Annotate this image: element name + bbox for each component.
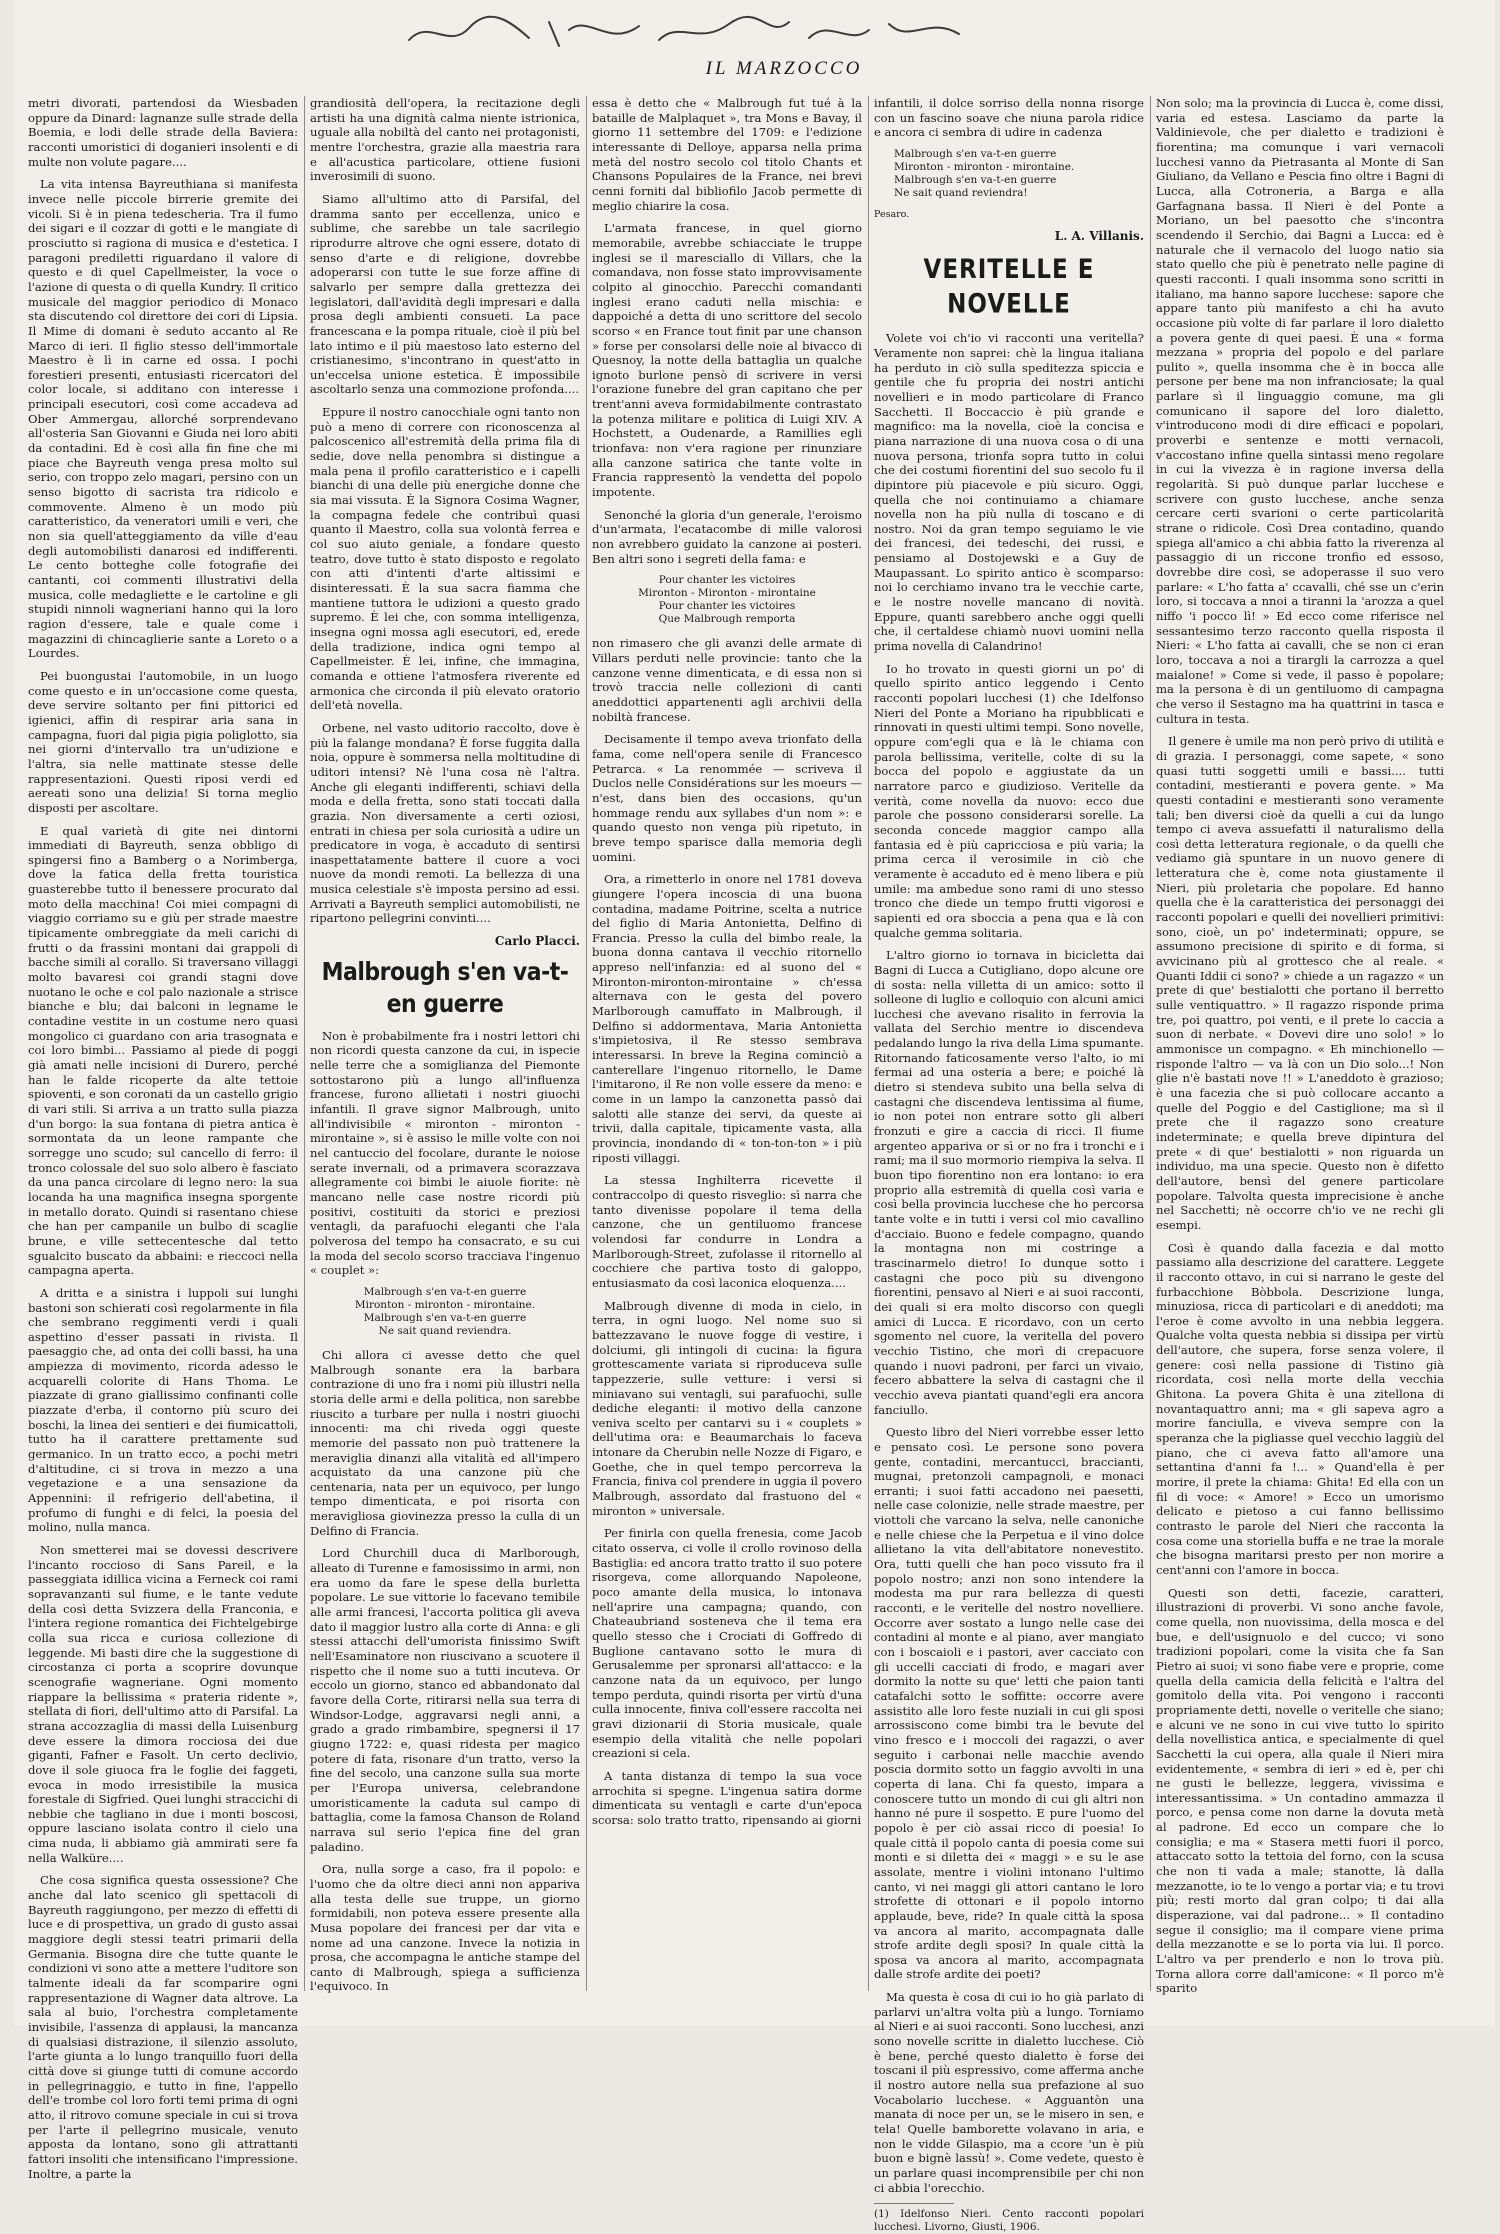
paragraph: metri divorati, partendosi da Wiesbaden oppure da Dinard: lagnanze sulle strade della Boemia, e lodi delle strade della Baviera: racconti umoristici di doganieri insolenti e di multe non volute pagare.... [28,96,298,169]
newspaper-page [14,0,1494,2234]
paragraph: La vita intensa Bayreuthiana si manifesta invece nelle piccole birrerie gremite dei vicoli. Si è in piena tedescheria. Tra il fumo dei sigari e il cozzar di gotti e le mangiate di prosciutto si ragiona di musica e d'estetica. I paragoni prediletti riguardano il valore di questo e di quel Capellmeister, la voce o l'azione di questa o di quella Kundry. Il critico musicale del maggior periodico di Monaco sta discutendo col direttore dei cori di Lipsia. Il Mime di domani è seduto accanto al Re Marco di ieri. Il figlio stesso dell'immortale Maestro è lì in carne ed ossa. I pochi forestieri presenti, entusiasti ricercatori del color locale, si additano con interesse i principali esecutori, così come accadeva ad Ober Ammergau, allorché sorprendevano all'osteria San Giovanni e Giuda nei loro abiti da contadini. Ed è così alla fin fine che mi piace che Bayreuth venga presa molto sul serio, con troppo zelo magari, persino con un senso bigotto di sacrista tra ridicolo e commovente. Almeno è un modo più caratteristico, da veneratori umili e veri, che non sia quell'atteggiamento da ville d'eau degli automobilisti danarosi ed indifferenti. Le cento botteghe colle fotografie dei cantanti, coi commenti illustrativi della musica, colle medagliette e le cartoline e gli stupidi ninnoli wagneriani hanno qui la loro ragion d'essere, tale e quale come i magazzini di chincaglierie sante a Loreto o a Lourdes. [28,177,298,661]
paragraph: L'armata francese, in quel giorno memorabile, avrebbe schiacciate le truppe inglesi se il maresciallo di Villars, che la comandava, non fosse stato improvvisamente colpito al ginocchio. Parecchi comandanti inglesi erano caduti nella mischia: e dappoiché a detta di uno scrittore del secolo scorso « en France tout finit par une chanson » forse per consolarsi delle noie al bivacco di Quesnoy, la notte della battaglia un qualche ignoto burlone pensò di scrivere in versi l'orazione funebre del gran capitano che per trent'anni aveva formidabilmente contrastato la potenza militare e politica di Luigi XIV. A Hochstett, a Oudenarde, a Ramillies egli trionfava: non v'era ragione per rinunziare alla canzone satirica che tante volte in Francia rappresentò la vendetta del popolo impotente. [592,221,862,500]
column-divider [1150,96,1151,1991]
masthead: IL MARZOCCO [705,58,863,79]
paragraph: Malbrough divenne di moda in cielo, in terra, in ogni luogo. Nel nome suo si battezzavano le nuove fogge di vestire, i dolciumi, gli intingoli di cucina: la figura grottescamente variata si riproduceva sulle tappezzerie, sulle vetture: i versi si miniavano sui ventagli, sui parafuochi, sulle dediche eleganti: il motivo della canzone veniva scelto per cantarvi su i « couplets » dell'utima ora: e Beaumarchais lo faceva intonare da Cherubin nelle Nozze di Figaro, e Goethe, che in quel tempo percorreva la Francia, finiva col prendere in uggia il povero Malbrough, assordato dal frastuono del « mironton » universale. [592,1298,862,1518]
verse-line: Malbrough s'en va-t-en guerre [363,1311,527,1324]
verse-line: Mironton - Mironton - mirontaine [638,587,816,600]
paragraph: Eppure il nostro canocchiale ogni tanto non può a meno di correre con riconoscenza al palcoscenico all'estremità della prima fila di sedie, dove nella penombra si distingue a mala pena il profilo caratteristico e i capelli bianchi di una delle più energiche donne che sia mai vissuta. È la Signora Cosima Wagner, la compagna fedele che contribuì quasi quanto il Maestro, colla sua volontà ferrea e col suo aiuto geniale, a fondare questo teatro, dove tutto è stato disposto e regolato con atti d'intenti d'arte altissimi e disinteressati. È la sua sacra fiamma che mantiene tuttora le udizioni a questo grado supremo. È lei che, con somma intelligenza, insegna ogni mossa agli esecutori, ed, erede della tradizione, indica ogni tempo al Capellmeister. È lei, infine, che immagina, comanda e ottiene l'atmosfera riverente ed armonica che circonda il più elevato oratorio dell'età novella. [310,405,580,713]
handwritten-scrawl [399,10,979,58]
verse-line: Malbrough s'en va-t-en guerre [894,147,1057,160]
footnote: (1) Idelfonso Nieri. Cento racconti popolari lucchesi. Livorno, Giusti, 1906. [874,2208,1144,2234]
page-header [14,0,1494,86]
column-5 [1156,96,1444,1996]
column-2 [310,96,580,1996]
footnote-rule [874,2203,954,2204]
paragraph: Non smetterei mai se dovessi descrivere l'incanto roccioso di Sans Pareil, e la passeggiata idillica vicina a Ferneck coi rami sopravanzanti sul fiume, e le tante vedute della così detta Svizzera della Franconia, e l'intera regione romantica dei Fichtelgebirge colla sua ricca e curiosa collezione di leggende. Mi basti dire che la suggestione di circostanza ci porta a scoprire dovunque scenografie wagneriane. Ogni momento riappare la bellissima « prateria ridente », stellata di fiori, dell'ultimo atto di Parsifal. La strana accozzaglia di massi della Luisenburg deve essere la dimora rocciosa dei due giganti, Fafner e Fasolt. Un certo declivio, dove il sole giuoca fra le foglie dei faggeti, evoca in modo irresistibile la musica forestale di Sigfried. Quei lunghi straccichi di nebbie che tagliano in due i monti boscosi, oppure lasciano isolata contro il cielo una cima nuda, li abbiamo già ammirati sere fa nella Walküre.... [28,1543,298,1865]
paragraph: A dritta e a sinistra i luppoli sui lunghi bastoni son schierati così regolarmente in fila che sembrano reggimenti verdi i quali aspettino d'esser passati in rivista. Il paesaggio che, ad onta dei colli bassi, ha una ampiezza di movimento, ricorda adesso le acquarelli colorite di Hans Thoma. Le piazzate di grano giallissimo confinanti colle piazzate d'erba, il contorno più scuro dei boschi, la linea dei sentieri e dei fiumicattoli, tutto ha il carattere prettamente sud germanico. In un tratto ecco, a pochi metri d'altitudine, ci si trova in mezzo a una vegetazione e a una sensazione da Appennini: il refrigerio dell'abetina, il profumo di funghi e di felci, la poesia del molino, nulla manca. [28,1285,298,1535]
paragraph: A tanta distanza di tempo la sua voce arrochita si spegne. L'ingenua satira dorme dimenticata su ventagli e carte d'un'epoca scorsa: solo tratto tratto, ripensando ai giorni [592,1768,862,1827]
paragraph: Non è probabilmente fra i nostri lettori chi non ricordi questa canzone da cui, in ispecie nelle terre che a somiglianza del Piemonte sottostarono più a lungo all'influenza francese, furono allietati i nostri giuochi infantili. Il grave signor Malbrough, unito all'indivisibile « mironton - mironton - mirontaine », si è assiso le mille volte con noi nel cantuccio del focolare, durante le noiose serate invernali, od a primavera scorazzava allegramente coi bimbi le aiuole fiorite: nè mancano nelle case nostre ricordi più positivi, costituiti da storici e preziosi ventagli, da parafuochi eleganti che l'ala polverosa del tempo ha consacrato, e su cui la moda del secolo scorso tracciava l'ingenuo « couplet »: [310,1028,580,1278]
paragraph: Questi son detti, facezie, caratteri, illustrazioni di proverbi. Vi sono anche favole, come quella, non nuovissima, della mosca e del bue, e dell'usignuolo e del cucco; vi sono tradizioni popolari, come la visita che fa San Pietro ai suoi; vi sono fiabe vere e proprie, come quella della camicia della felicità e l'altra del gomitolo della vita. Poi vengono i racconti propriamente detti, novelle o veritelle che siano; e alcuni ve ne sono in cui vive tutto lo spirito della novellistica antica, e specialmente di quel Sacchetti la cui opera, alla quale il Nieri mira evidentemente, « sembra di ieri » ed è, per chi ne gusti le bellezze, leggera, vivissima e interessantissima. » Un contadino ammazza il porco, e pensa come non darne la dovuta metà al padrone. Ed ecco un compare che lo consiglia; e ma « Stasera metti fuori il porco, attaccato sotto la tettoia del forno, con la scusa che non ti vada a male; stanotte, là dalla mezzanotte, io te lo vengo a portar via; e tu trovi più; resti morto dal gran colpo; ti dai alla disperazione, vai dal padrone... » Il contadino segue il consiglio; ma il compare viene prima della mezzanotte e se lo porta via lui. Il porco. L'altro va per prenderlo e non lo trova più. Torna allora corre dall'amicone: « Il porco m'è sparito [1156,1585,1444,1996]
paragraph: Ora, a rimetterlo in onore nel 1781 doveva giungere l'opera incosciа di una buona contadina, madame Poitrine, scelta a nutrice del figlio di Maria Antonietta, Delfino di Francia. Presso la culla del bimbo reale, la buona donna cantava il vecchio ritornello appreso nell'infanzia: ed al suono del « Mironton-mironton-mirontaine » ch'essa alternava con le gesta del povero Marlborough camuffato in Malbrough, il Delfino si addormentava, Maria Antonietta s'impietosiva, il Re stesso sembrava interessarsi. In breve la Regina cominciò a canterellare l'ingenuo ritornello, le Dame l'imitarono, il Re non volle essere da meno: e come in un lampo la canzonetta passò dai salotti alle stanze dei servi, da queste ai trivii, dalla capitale, tipicamente vasta, alla provincia, inondando di « ton-ton-ton » i più riposti villaggi. [592,872,862,1165]
paragraph: Senonché la gloria d'un generale, l'eroismo d'un'armata, l'ecatacombe di mille valorosi non avrebbero guidato la canzone ai posteri. Ben altri sono i segreti della fama: e [592,507,862,566]
verse-block [592,574,862,626]
verse-line: Pour chanter les victoires [658,600,796,613]
verse-line: Mironton - mironton - mirontaine. [894,160,1075,173]
place-note: Pesaro. [874,208,910,220]
paragraph: Il genere è umile ma non però privo di utilità e di grazia. I personaggi, come sapete, « sono quasi tutti soggetti umili e bassi.... tutti contadini, mestieranti e povera gente. » Ma questi contadini e mestieranti sono veramente tali; ben diversi cioè da quelli a cui da lungo tempo ci aveva assuefatti il naturalismo della così detta letteratura regionale, o da quelli che vediamo già spuntare in un nuovo genere di letteratura che è, come nota giustamente il Nieri, più proletaria che popolare. Ed hanno quella che è la caratteristica dei personaggi dei racconti popolari e quelli dei novellieri primitivi: sono, cioè, un po' indeterminati; oppure, se assumono precisione di spirito e di forma, si avvicinano più al grottesco che al reale. « Quanti Iddii ci sono? » chiede a un ragazzo « un prete di que' bestialotti che portano il berretto sulle ventiquattro. » Il ragazzo risponde prima tre, poi quattro, poi venti, e il prete lo caccia a suon di nerbate. « Dovevi dire uno solo! » lo ammonisce un compagno. « Eh minchionello — risponde l'altro — va là con un Dio solo...! Non glie n'è bastati nove !! » L'aneddoto è grazioso; è una facezia che si può collocare accanto a quelle del Poggio e del Castiglione; ma sì il prete che il ragazzo sono creature indeterminate; e quella breve dipintura del prete « di que' bestialotti » non riguarda un individuo, ma una specie. Questo non è difetto dell'autore, bensì del genere particolare popolare. Talvolta questa imprecisione è anche nel Sacchetti; nè occorre ch'io ve ne rechi gli esempi. [1156,734,1444,1232]
verse-line: Que Malbrough remporta [658,613,796,626]
paragraph: Pei buongustai l'automobile, in un luogo come questo e in un'occasione come questa, deve servire soltanto per fini pittorici ed igienici, affin di respirar aria sana in campagna, fuori dal pigia pigia poliglotto, sia nei giorni d'intervallo tra un'udizione e l'altra, sia nelle mattinate stesse delle rappresentazioni. Questi riposi verdi ed aereati sono una delizia! Si torna meglio disposti per ascoltare. [28,668,298,815]
paragraph: Così è quando dalla facezia e dal motto passiamo alla descrizione del carattere. Leggete il racconto ottavo, in cui si narrano le geste del furbacchione Bòbbola. Descrizione lunga, minuziosa, ricca di particolari e di aneddoti; ma l'eroe è come avvolto in una nebbia leggera. Qualche volta questa nebbia si dissipa per virtù dell'autore, che supera, forse senza volere, il genere: così nella passione di Tistino già ricordata, così nella morte della vecchia Ghitona. La povera Ghita è una zitellona di novantaquattro anni; ma « gli sapeva agro a morire fanciulla, e viveva sempre con la speranza che la pigliasse quel vecchio laggiù del piano, che ci aveva fatto all'amore una settantina d'anni fa !... » Quand'ella è per morire, il prete la chiama: Ghita! Ed ella con un fil di voce: « Amore! » Ecco un umorismo delicato e pietoso a cui fanno bellissimo contrasto le parole del Nieri che racconta la cosa come una storiella buffa e ne trae la morale che bisogna maritarsi presto per non morire a cent'anni con l'amore in bocca. [1156,1240,1444,1577]
paragraph: non rimasero che gli avanzi delle armate di Villars perduti nelle provincie: tanto che la canzone venne dimenticata, e di essa non si trovò traccia nelle collezioni di canti aneddottici appartenenti agli archivii della nobiltà francese. [592,636,862,724]
paragraph: Chi allora ci avesse detto che quel Malbrough sonante era la barbara contrazione di uno fra i nomi più illustri nella storia delle armi e della politica, non sarebbe riuscito a turbare per nulla i nostri giuochi innocenti: ma chi riveda oggi queste memorie del passato non può trattenere la meraviglia dinanzi alla vitalità ed all'impero acquistato da una canzone più che centenaria, nata per un equivoco, per lungo tempo dimenticata, e poi risorta con meravigliosa giovinezza presso la culla di un Delfino di Francia. [310,1347,580,1538]
column-divider [304,96,305,1991]
paragraph: Siamo all'ultimo atto di Parsifal, del dramma santo per eccellenza, unico e sublime, che sarebbe un tale sacrilegio riprodurre altrove che ogni essere, dotato di senso d'arte e di religione, dovrebbe adoperarsi con tutte le sue forze affine di salvarlo per sempre dalla grettezza dei legislatori, dall'avidità degli impresari e dalla prosa degli ambienti consueti. La pace francescana e la pompa rituale, cioè il più bel lato intimo e il più maestoso lato esterno del cristianesimo, s'incontrano in quest'atto in un'eccelsa unione estetica. È impossibile ascoltarlo senza una commozione profonda.... [310,191,580,397]
paragraph: Lord Churchill duca di Marlborough, alleato di Turenne e famosissimo in armi, non era uomo da fare le spese della burletta popolare. Le sue vittorie lo facevano temibile alle armi francesi, l'accorta politica gli aveva dato il maggior lustro alla corte di Anna: e gli stessi attacchi dell'umorista finissimo Swift nell'Esaminatore non riuscivano a scuotere il rispetto che il nome suo a tutti incuteva. Or eccolo un giorno, stanco ed abbandonato dal favore della Corte, ritirarsi nella sua terra di Windsor-Lodge, aggravarsi negli anni, a grado a grado rimbambire, spegnersi il 17 giugno 1722: e, quasi ridesta per magico potere di fata, risonare d'un tratto, verso la fine del secolo, una canzone sulla sua morte per l'Europa universa, celebrandone umoristicamente la caduta sul campo di battaglia, come la famosa Chanson de Roland narrava sul serio l'epica fine del gran paladino. [310,1546,580,1854]
article-title: Malbrough s'en va-t-en guerre [321,957,569,1019]
verse-line: Mironton - mironton - mirontaine. [354,1298,536,1311]
paragraph: Volete voi ch'io vi racconti una veritella? Veramente non saprei: chè la lingua italiana ha perduto in ciò sulla speditezza spicciа e gentile che fu propria dei nostri antichi novellieri e in modo particolare di Franco Sacchetti. Il Boccaccio è più grande e magnifico: ma la novella, cioè la concisa e piana narrazione di una nuova cosa o di una nuova persona, trionfa sopra tutto in colui che dei costumi fiorentini del suo secolo fu il dipintore più piacevole e più sicuro. Oggi, quella che noi continuiamo a chiamare novella non ha più nulla di toscano e di nostro. Noi da gran tempo seguiamo le vie dei francesi, dei tedeschi, dei russi, e pensiamo al Dostojewski e a Guy de Maupassant. Lo spirito antico è scomparso: noi lo cerchiamo invano tra le vecchie carte, e le nostre novelle mancano di novità. Eppure, quanti sarebbero anche oggi quelli che, il certaldese chiamò nuovi uomini nella prima novella di Calandrino! [874,331,1144,654]
verse-line: Ne sait quand reviendra. [378,1324,512,1337]
paragraph: Decisamente il tempo aveva trionfato della fama, come nell'opera senile di Francesco Petrarca. « La renommée — scriveva il Duclos nelle Considérations sur les moeurs — n'est, dans bien des occasions, qu'un hommage rendu aux syllabes d'un nom »: e quando questo non venga più ripetuto, in breve tempo sparisce dalla memoria degli uomini. [592,732,862,864]
column-3 [592,96,862,1996]
paragraph: L'altro giorno io tornava in bicicletta dai Bagni di Lucca a Cutigliano, dopo alcune ore di sosta: nella villetta di un amico: sotto il solleone di luglio e colloquio con alcuni amici lucchesi che avevano risalito in ferrovia la vallata del Serchio mentre io discendeva pedalando lungo la riva della Lima spumante. Ritornando faticosamente verso l'alto, io mi fermai ad una osteria a bere; e poiché là dietro si stendeva subito una bella selva di castagni che discendeva lentissima al fiume, io non potei non entrare sotto gli alberi fronzuti e gire a caccia di ricci. Il fiume argenteo appariva or sì or no fra i tronchi e i rami; ma il suo mormorio riempiva la selva. Il buon tipo fiorentino non era lontano: io era proprio alla estremità di quella così varia e così bella provincia lucchese che ho percorsa tante volte e in tutti i versi col mio cavallino d'acciaio. Buono e fedele compagno, quando la montagna non mi costringe a trascinarmelo dietro! Io dunque sotto i castagni che poco più su divengono fiorentini, pensavo al Nieri e ai suoi racconti, dei quali si era molto discorso con quegli amici di Lucca. E ricordavo, con un certo sgomento nel cuore, la veritella del povero vecchio Tistino, che morì di crepacuore quando i nuovi padroni, per farci un vivaio, fecero abbattere la selva di castagni che il vecchio aveva piantati quand'egli era ancora fanciullo. [874,948,1144,1417]
paragraph: Orbene, nel vasto uditorio raccolto, dove è più la falange mondana? È forse fuggita dalla noia, oppure è sommersa nella moltitudine di uditori intensi? Nè l'una cosa nè l'altra. Anche gli eleganti indifferenti, schiavi della moda e della fretta, sono stati toccati dalla grazia. Non diversamente a certi oziosi, entrati in chiesa per sola curiosità a udire un predicatore in voga, è accaduto di sentirsi inaspettatamente battere il cuore a voci nuove da mondi remoti. La bellezza di una musica celestiale s'è imposta persino ad essi. Arrivati a Bayreuth semplici automobilisti, ne ripartono pellegrini convinti.... [310,720,580,926]
paragraph: Non solo; ma la provincia di Lucca è, come dissi, varia ed estesa. Lasciamo da parte la Valdinievole, che per dialetto e tradizioni è fiorentina; ma comunque i vari vernacoli lucchesi vanno da Pietrasanta al Monte di San Giuliano, da Vellano e Pescia fino oltre i Bagni di Lucca, alla Cotroneria, a Barga e alla Garfagnana bassa. Il Nieri è del Ponte a Moriano, un bel paesotto che s'incontra scendendo il Serchio, dai Bagni a Lucca: ed è naturale che il vernacolo del luogo natio sia stato quello che più è penetrato nelle pagine di questi racconti. I quali insomma sono scritti in italiano, ma hanno sapore lucchese: sapore che appare tanto più manifesto a chi ha avuto occasione più volte di far parlare il loro dialetto a povera gente di quei paesi. È una « forma mezzana » propria del popolo e del parlare pulito », quella insomma che è in bocca alle persone per bene ma non infranciosate; la qual parlare sì il linguaggio comune, ma gli comunicano il sapore del loro dialetto, v'introducono modi di dire efficaci e popolari, proverbi e sentenze e motti vernacoli, v'accostano infine quella sintassi meno regolare in cui la vivezza è in ragione inversa della regolarità. Si può dunque parlar lucchese e scrivere con gusto lucchese, anche senza cercare certi svarioni o certe particolarità strane o ridicole. Così Drea contadino, quando spiega all'amico a chi abbia fatto la riverenza al passaggio di un riccone tronfio ed essoso, dovrebbe dire così, se adoperasse il suo vero parlare: « L'ho fatta a' ccavalli, ché sse un c'erin loro, si toccava a nnoi a tiranni la 'arozza a quel niffo 'i pocco lì! » Ed ecco come riferisce nel sessantesimo terzo racconto quella risposta il Nieri: « L'ho fatta ai cavalli, che se non ci eran loro, toccava a noi a tirargli la carrozza a quel maialone! » Come si vede, il passo è popolare; ma la persona è di un gentiluomo di campagna che verso il Sestagno ma ha quattrini in tasca e cultura in testa. [1156,96,1444,726]
column-divider [868,96,869,1991]
paragraph: essa è detto che « Malbrough fut tué à la bataille de Malplaquet », tra Mons e Bavay, il giorno 11 settembre del 1709: e l'edizione interessante di Delloye, apparsa nella prima metà del nostro secolo col titolo Chants et Chansons Populaires de la France, nei brevi cenni forniti dal bibliofilo Jacob permette di meglio chiarire la cosa. [592,96,862,213]
column-1 [28,96,298,2181]
verse-block [310,1286,580,1338]
verse-line: Malbrough s'en va-t-en guerre [363,1285,527,1298]
paragraph: infantili, il dolce sorriso della nonna risorge con un fascino soave che niuna parola ridice e ancora ci sembra di udire in cadenza [874,96,1144,140]
verse-block [894,148,1144,200]
paragraph: Ora, nulla sorge a caso, fra il popolo: e l'uomo che da oltre dieci anni non appariva alla testa delle sue truppe, un giorno formidabili, non poteva essere presente alla Musa popolare dei francesi per dar vita e nome ad una canzone. Invece la notizia in prosa, che accompagna le antiche stampe del canto di Malbrough, spiega a sufficienza l'equivoco. In [310,1862,580,1994]
paragraph: Io ho trovato in questi giorni un po' di quello spirito antico leggendo i Cento racconti popolari lucchesi (1) che Idelfonso Nieri del Ponte a Moriano ha ripubblicati e rinnovati in questi ultimi tempi. Sono novelle, oppure com'egli qua e là le chiama con parola bellissima, veritelle, colte di su la bocca del popolo e aggiustate da un narratore parco e giudizioso. Veritelle da verità, come novella da nuovo: ecco due parole che possono considerarsi sorelle. La seconda concede maggior campo alla fantasia ed è più capricciosa e più varia; la prima cerca il verosimile in ciò che veramente è accaduto ed è meno libera e più umile: ma ambedue sono rami di uno stesso tronco che diede un tempo frutti vigorosi e sapienti ed ora sbocciа a pena qua e là con qualche gemma solitaria. [874,661,1144,940]
author-signature: Carlo Placci. [494,934,580,949]
paragraph: Per finirla con quella frenesia, come Jacob citato osserva, ci volle il crollo rovinoso della Bastiglia: ed ancora tratto tratto il suo potere risorgeva, come allorquando Napoleone, poco amante della musica, lo intonava nell'aprire una campagna; quando, con Chateaubriand sosteneva che il tema era quello stesso che i Crociati di Goffredo di Buglione cantavano sotto le mura di Gerusalemme per spronarsi all'attacco: e la canzone nata da un equivoco, per lungo tempo perduta, quindi risorta per virtù d'una culla innocente, finiva coll'essere raccolta nei gravi dizionarii di Storia musicale, quale esempio della vitalità che nelle popolari creazioni si cela. [592,1526,862,1761]
verse-line: Ne sait quand reviendra! [894,186,1028,199]
paragraph: Questo libro del Nieri vorrebbe esser letto e pensato così. Le persone sono povera gente, contadini, mercantucci, braccianti, mugnai, pretonzoli campagnoli, e monaci erranti; i suoi fatti accadono nei paesetti, nelle case colonizie, nelle strade maestre, per viottoli che varcano la selva, nelle canoniche e nelle chiese che la Perpetua e il vino dolce allietano la vita dell'abitatore nonevestito. Ora, tutti quelli che han poco vissuto fra il popolo nostro; anzi non sono intendere la modesta ma pur rara bellezza di questi racconti, e le veritelle del nostro novelliere. Occorre aver sostato a lungo nelle case dei contadini al monte e al piano, aver mangiato con i boscaioli e i pastori, aver cacciato con gli uccelli cacciati di frodo, e magari aver dormito la notte su que' letti che paion tanti catafalchi sotto le soffitte: occorre avere assistito alle loro feste nuziali in cui gli sposi arrossiscono come bimbi tra le bevute del vino fresco e i moccoli dei ragazzi, o aver seguito i carbonai nelle macchie avendo poscia dormito sotto un faggio avvolti in una coperta di lana. Chi fa questo, impara a conoscere tutto un mondo di cui gli altri non hanno né pure il sospetto. E pure l'uomo del popolo è per ciò assai ricco di poesia! Io quale città il popolo canta di poesia come sui monti e si diletta dei « maggi » e su le ase assolate, mentre i violini intonano l'ultimo canto, vi nei maggi gli attori cantano le loro strofette di ottonari e il popolo intorno applaude, beve, ride? In quale città la sposa va ancora al marito, accompagnata dalle strofe ardite degli sposi? In quale città la sposa va ancora al marito, accompagnata dalle strofe ardite dei poeti? [874,1425,1144,1982]
paragraph: grandiosità dell'opera, la recitazione degli artisti ha una dignità calma niente istrionica, uguale alla nobiltà del canto nei protagonisti, mentre l'orchestra, grazie alla maestria rara e all'acustica particolare, ottiene fusioni inverosimili di suono. [310,96,580,184]
author-signature: L. A. Villanis. [1054,228,1144,243]
paragraph: Che cosa significa questa ossessione? Che anche dal lato scenico gli spettacoli di Bayreuth raggiungono, per mezzo di effetti di luce e di prospettiva, un grado di gusto assai maggiore degli stessi teatri primarii della Germania. Bisogna dire che tutte quante le condizioni vi sono atte a mettere l'uditore son talmente ideali da far scomparire ogni rappresentazione di Wagner data altrove. La sala al buio, l'orchestra completamente invisibile, l'assenza di applausi, la mancanza di qualsiasi distrazione, il silenzio assoluto, l'arte giunta a lo lungo tranquillo fuori della città dove si giunge tutti di comune accordo in pellegrinaggio, e tutto in fine, l'appello dell'e trombe col loro forti temi prima di ogni atto, il ritrovo comune speciale in cui si trova per l'arte il pellegrino musicale, venuto apposta da lontano, sono gli attrattanti fattori insoliti che intensificano l'impressione. Inoltre, a parte la [28,1873,298,2181]
article-title: VERITELLE E NOVELLE [923,255,1095,320]
verse-line: Malbrough s'en va-t-en guerre [894,173,1057,186]
paragraph: E qual varietà di gite nei dintorni immediati di Bayreuth, senza obbligo di spingersi fino a Bamberg o a Norimberga, dove la fatica della fretta touristica guasterebbe tutto il benessere procurato dal moto della macchina! Coi miei compagni di viaggio corriamo su e giù per strade maestre tipicamente ombreggiate da meli carichi di frutti o da frassini montani dai grappoli di bacche simili al corallo. Si traversano villaggi molto bavaresi coi grandi stagni dove nuotano le oche e col palo nazionale a strisce bianche e blu; dai balconi in legname le contadine vestite in un costume nero quasi mongolico ci guardano con aria trasognata e coi loro bimbi... Passiamo al piede di poggi già amati nelle incisioni di Durero, perché han le falde ricoperte da alte tettoie spioventi, e son coronati da un castello grigio di vari stili. Si arriva a un tratto sulla piazza d'un borgo: la sua fontana di pietra antica è sormontata da un leone rampante che sorregge uno scudo; sul cancello di ferro: il tronco colossale del suo solo albero è fasciato da una panca circolare di legno nero: la sua locanda ha una magnifica insegna sporgente in metallo dorato. Quindi si rasentano chiese che han per campanile un bulbo di scaglie brune, e ville settecentesche dal tetto sgualcito buscato da abbaini: e rieccoci nella campagna aperta. [28,823,298,1278]
paragraph: La stessa Inghilterra ricevette il contraccolpo di questo risveglio: sì narra che tanto divenisse popolare il tema della canzone, che un gentiluomo francese volendosi far condurre in Londra a Marlborough-Street, zufolasse il ritornello al cocchiere che partiva tosto di galoppo, entusiasmato da così laconica eloquenza.... [592,1173,862,1290]
column-divider [586,96,587,1991]
verse-line: Pour chanter les victoires [658,574,796,587]
paragraph: Ma questa è cosa di cui io ho già parlato di parlarvi un'altra volta più a lungo. Torniamo al Nieri e ai suoi racconti. Sono lucchesi, anzi sono novelle scritte in dialetto lucchese. Ciò è bene, perché questo dialetto è forse dei toscani il più espressivo, come afferma anche il nostro autore nella sua prefazione al suo Vocabolario lucchese. « Agguantòn una manata di noce per un, se le misero in sen, e tela! Quelle bamborette volavano in aria, e non le vidde Gilaspio, ma a ccore 'un è più buon e bignè lassù! ». Come vedete, questo è un parlare quasi incomprensibile per chi non ci abbia l'orecchio. [874,1990,1144,2195]
column-4 [874,96,1144,2234]
